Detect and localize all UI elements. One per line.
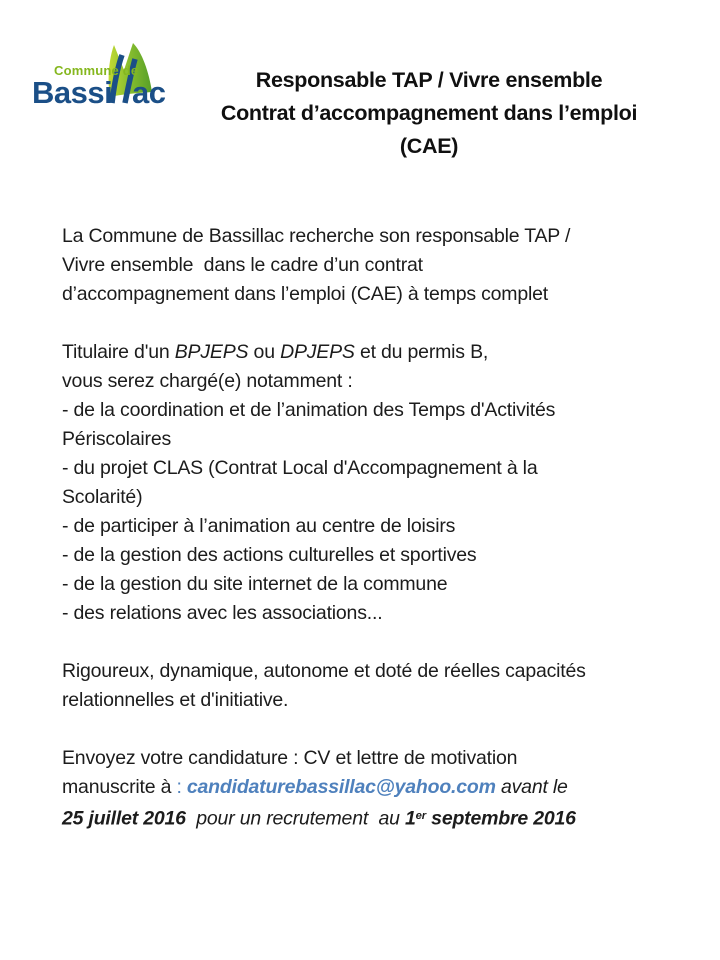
spacer [62, 628, 702, 657]
apply-line-2 [62, 773, 702, 802]
diploma-dpjeps: DPJEPS [280, 341, 355, 363]
duty-item-5: - de la gestion du site internet de la commune [62, 573, 448, 595]
qualifications-text: Titulaire d'un [62, 341, 175, 363]
intro-line-1: La Commune de Bassillac recherche son responsable TAP / [62, 225, 571, 247]
deadline-date: 25 juillet 2016 [62, 807, 186, 830]
apply-line-1: Envoyez votre candidature : CV et lettre de motivation [62, 747, 518, 769]
profile-line-1: Rigoureux, dynamique, autonome et doté de réelles capacités [62, 660, 586, 682]
intro-line-2: Vivre ensemble dans le cadre d’un contrat [62, 254, 423, 276]
apply-text: manuscrite à [62, 776, 177, 798]
duty-item-1-line-2: Périscolaires [62, 428, 172, 450]
title-line-2: Contrat d’accompagnement dans l’emploi [220, 101, 638, 125]
duty-item-1-line-1: - de la coordination et de l’animation des Temps d'Activités [62, 399, 556, 421]
application-email-link[interactable]: candidaturebassillac@yahoo.com [186, 776, 496, 798]
logo-tagline: Commune de [54, 63, 139, 78]
spacer [62, 309, 702, 338]
apply-colon: : [176, 776, 187, 798]
duty-item-3: - de participer à l’animation au centre de loisirs [62, 515, 456, 537]
duty-item-2-line-1: - du projet CLAS (Contrat Local d'Accompagnement à la [62, 457, 538, 479]
duty-item-4: - de la gestion des actions culturelles et sportives [62, 544, 477, 566]
profile-line-2: relationnelles et d'initiative. [62, 689, 289, 711]
logo-name-end: ac [132, 75, 166, 110]
page-title [184, 64, 674, 163]
body-text [62, 222, 702, 831]
intro-line-3: d’accompagnement dans l’emploi (CAE) à temps complet [62, 283, 548, 305]
start-date-ordinal: er [415, 810, 426, 822]
diploma-bpjeps: BPJEPS [174, 341, 249, 363]
start-date-day: 1 [405, 807, 416, 830]
title-line-3: (CAE) [399, 134, 459, 158]
commune-bassillac-logo [30, 40, 180, 114]
qualifications-text: ou [248, 341, 281, 363]
qualifications-line [62, 338, 702, 367]
apply-line-3 [62, 802, 702, 831]
duty-item-6: - des relations avec les associations... [62, 602, 383, 624]
apply-text: avant le [495, 776, 568, 798]
apply-text: pour un recrutement au [185, 807, 406, 830]
qualifications-text: et du permis B, [354, 341, 489, 363]
logo-name-start: Bassi [32, 75, 113, 110]
duties-intro-line: vous serez chargé(e) notamment : [62, 370, 353, 392]
spacer [62, 715, 702, 744]
duty-item-2-line-2: Scolarité) [62, 486, 143, 508]
title-line-1: Responsable TAP / Vivre ensemble [255, 68, 603, 92]
start-date: septembre 2016 [425, 807, 576, 830]
